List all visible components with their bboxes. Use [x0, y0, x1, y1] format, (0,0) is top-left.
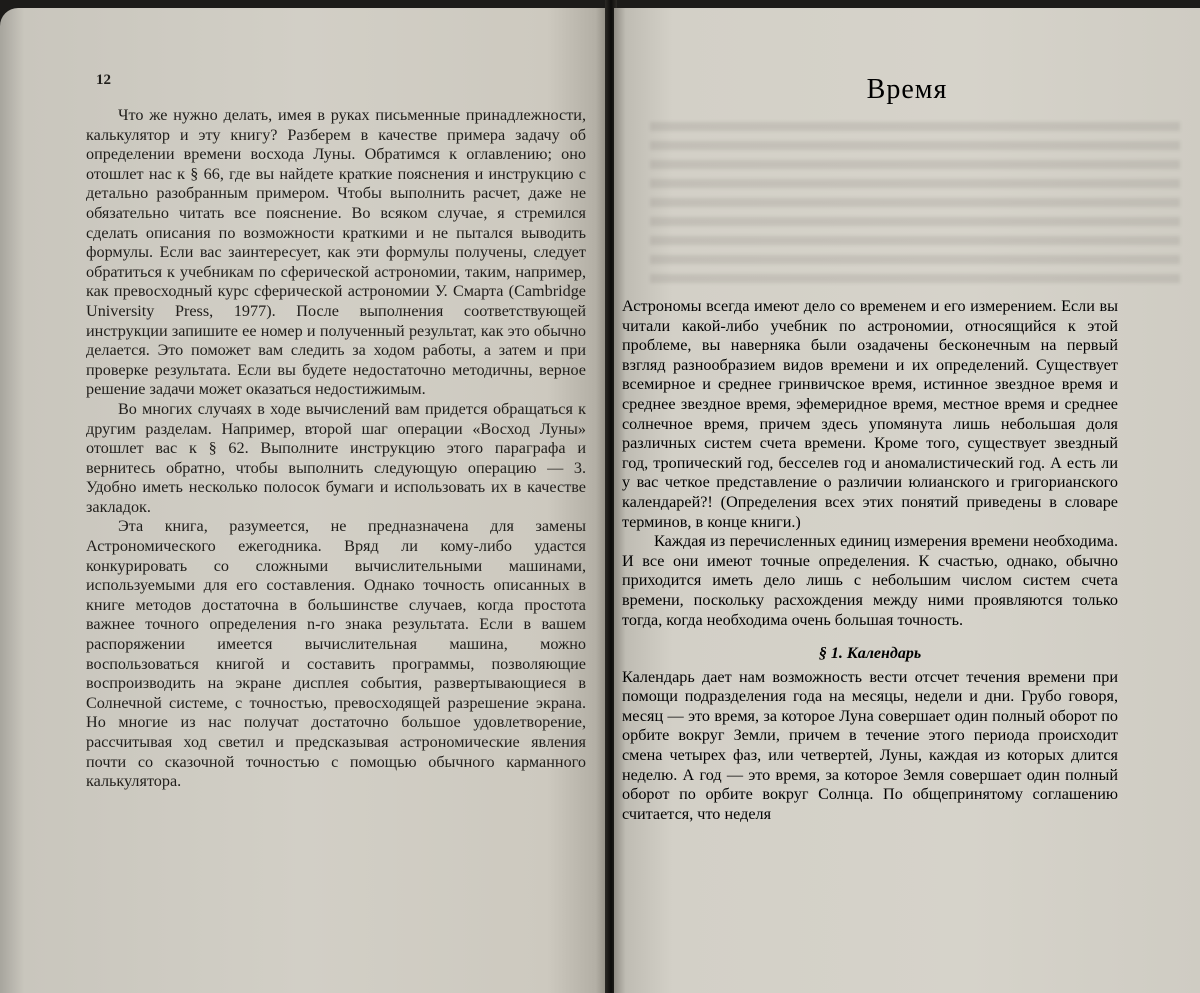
paragraph: Астрономы всегда имеют дело со временем и его измерением. Если вы читали какой-либо учебник по астрономии, относящийся к этой проблеме, вы наверняка были озадачены бесконечным на первый взгляд разнообразием видов времени и их определений. Существует всемирное и среднее гринвичское время, истинное звездное время и среднее звездное время, эфемеридное время, местное время и среднее солнечное время, причем здесь упомянута лишь небольшая доля различных систем счета времени. Кроме того, существует звездный год, тропический год, бесселев год и аномалистический год. А есть ли у вас четкое представление о различии юлианского и григорианского календарей?! (Определения всех этих понятий приведены в словаре терминов, в конце книги.)	[622, 297, 1118, 531]
chapter-title: Время	[866, 74, 948, 105]
paragraph: Каждая из перечисленных единиц измерения времени необходима. И все они имеют точные определения. К счастью, однако, обычно приходится иметь дело лишь с небольшим числом систем счета времени, поскольку расхождения между ними проявляются только тогда, когда необходима очень большая точность.	[622, 532, 1118, 629]
paragraph: Календарь дает нам возможность вести отсчет течения времени при помощи подразделения года на месяцы, недели и дни. Грубо говоря, месяц — это время, за которое Луна совершает один полный оборот по орбите вокруг Земли, причем в течение этого периода происходит смена четырех фаз, или четвертей, Луны, каждая из которых длится неделю. А год — это время, за которое Земля совершает один полный оборот по орбите вокруг Солнца. По общепринятому соглашению считается, что неделя	[622, 667, 1118, 823]
paragraph: Эта книга, разумеется, не предназначена для замены Астрономического ежегодника. Вряд ли кому-либо удастся конкурировать со сложными вычислительными машинами, используемыми для его составления. Однако точность описанных в книге методов достаточна в большинстве случаев, когда простота важнее точного определения n-го знака результата. Если в вашем распоряжении имеется вычислительная машина, можно воспользоваться книгой и составить программы, позволяющие воспроизводить на экране дисплея события, развертывающиеся в Солнечной системе, с точностью, превосходящей разрешение экрана. Но многие из нас получат достаточно большое удовлетворение, рассчитывая ход светил и предсказывая астрономические явления почти со сказочной точностью с помощью обычного карманного калькулятора.	[86, 517, 586, 791]
left-page-text	[86, 106, 586, 792]
bleed-through-text	[650, 122, 1180, 290]
paragraph: Во многих случаях в ходе вычислений вам придется обращаться к другим разделам. Например, второй шаг операции «Восход Луны» отошлет вас к § 62. Выполните инструкцию этого параграфа и вернитесь обратно, чтобы выполнить следующую операцию — 3. Удобно иметь несколько полосок бумаги и использовать их в качестве закладок.	[86, 399, 586, 516]
section-heading: § 1. Календарь	[818, 645, 922, 663]
left-page	[0, 8, 608, 993]
right-page-text	[622, 297, 1118, 824]
page-number: 12	[96, 72, 111, 88]
paragraph: Что же нужно делать, имея в руках письменные принадлежности, калькулятор и эту книгу? Разберем в качестве примера задачу об определении времени восхода Луны. Обратимся к оглавлению; оно отошлет нас к § 66, где вы найдете краткие пояснения и инструкцию с детально разобранным примером. Чтобы выполнить расчет, даже не обязательно читать все пояснение. Во всяком случае, я стремился сделать описания по возможности краткими и не пытался выводить формулы. Если вас заинтересует, как эти формулы получены, следует обратиться к учебникам по сферической астрономии, таким, например, как превосходный курс сферической астрономии У. Смарта (Cambridge University Press, 1977). После выполнения соответствующей инструкции запишите ее номер и полученный результат, как это обычно делается. Это поможет вам следить за ходом работы, а затем и при проверке результата. Если вы будете недостаточно методичны, верное решение задачи может оказаться недостижимым.	[86, 106, 586, 399]
